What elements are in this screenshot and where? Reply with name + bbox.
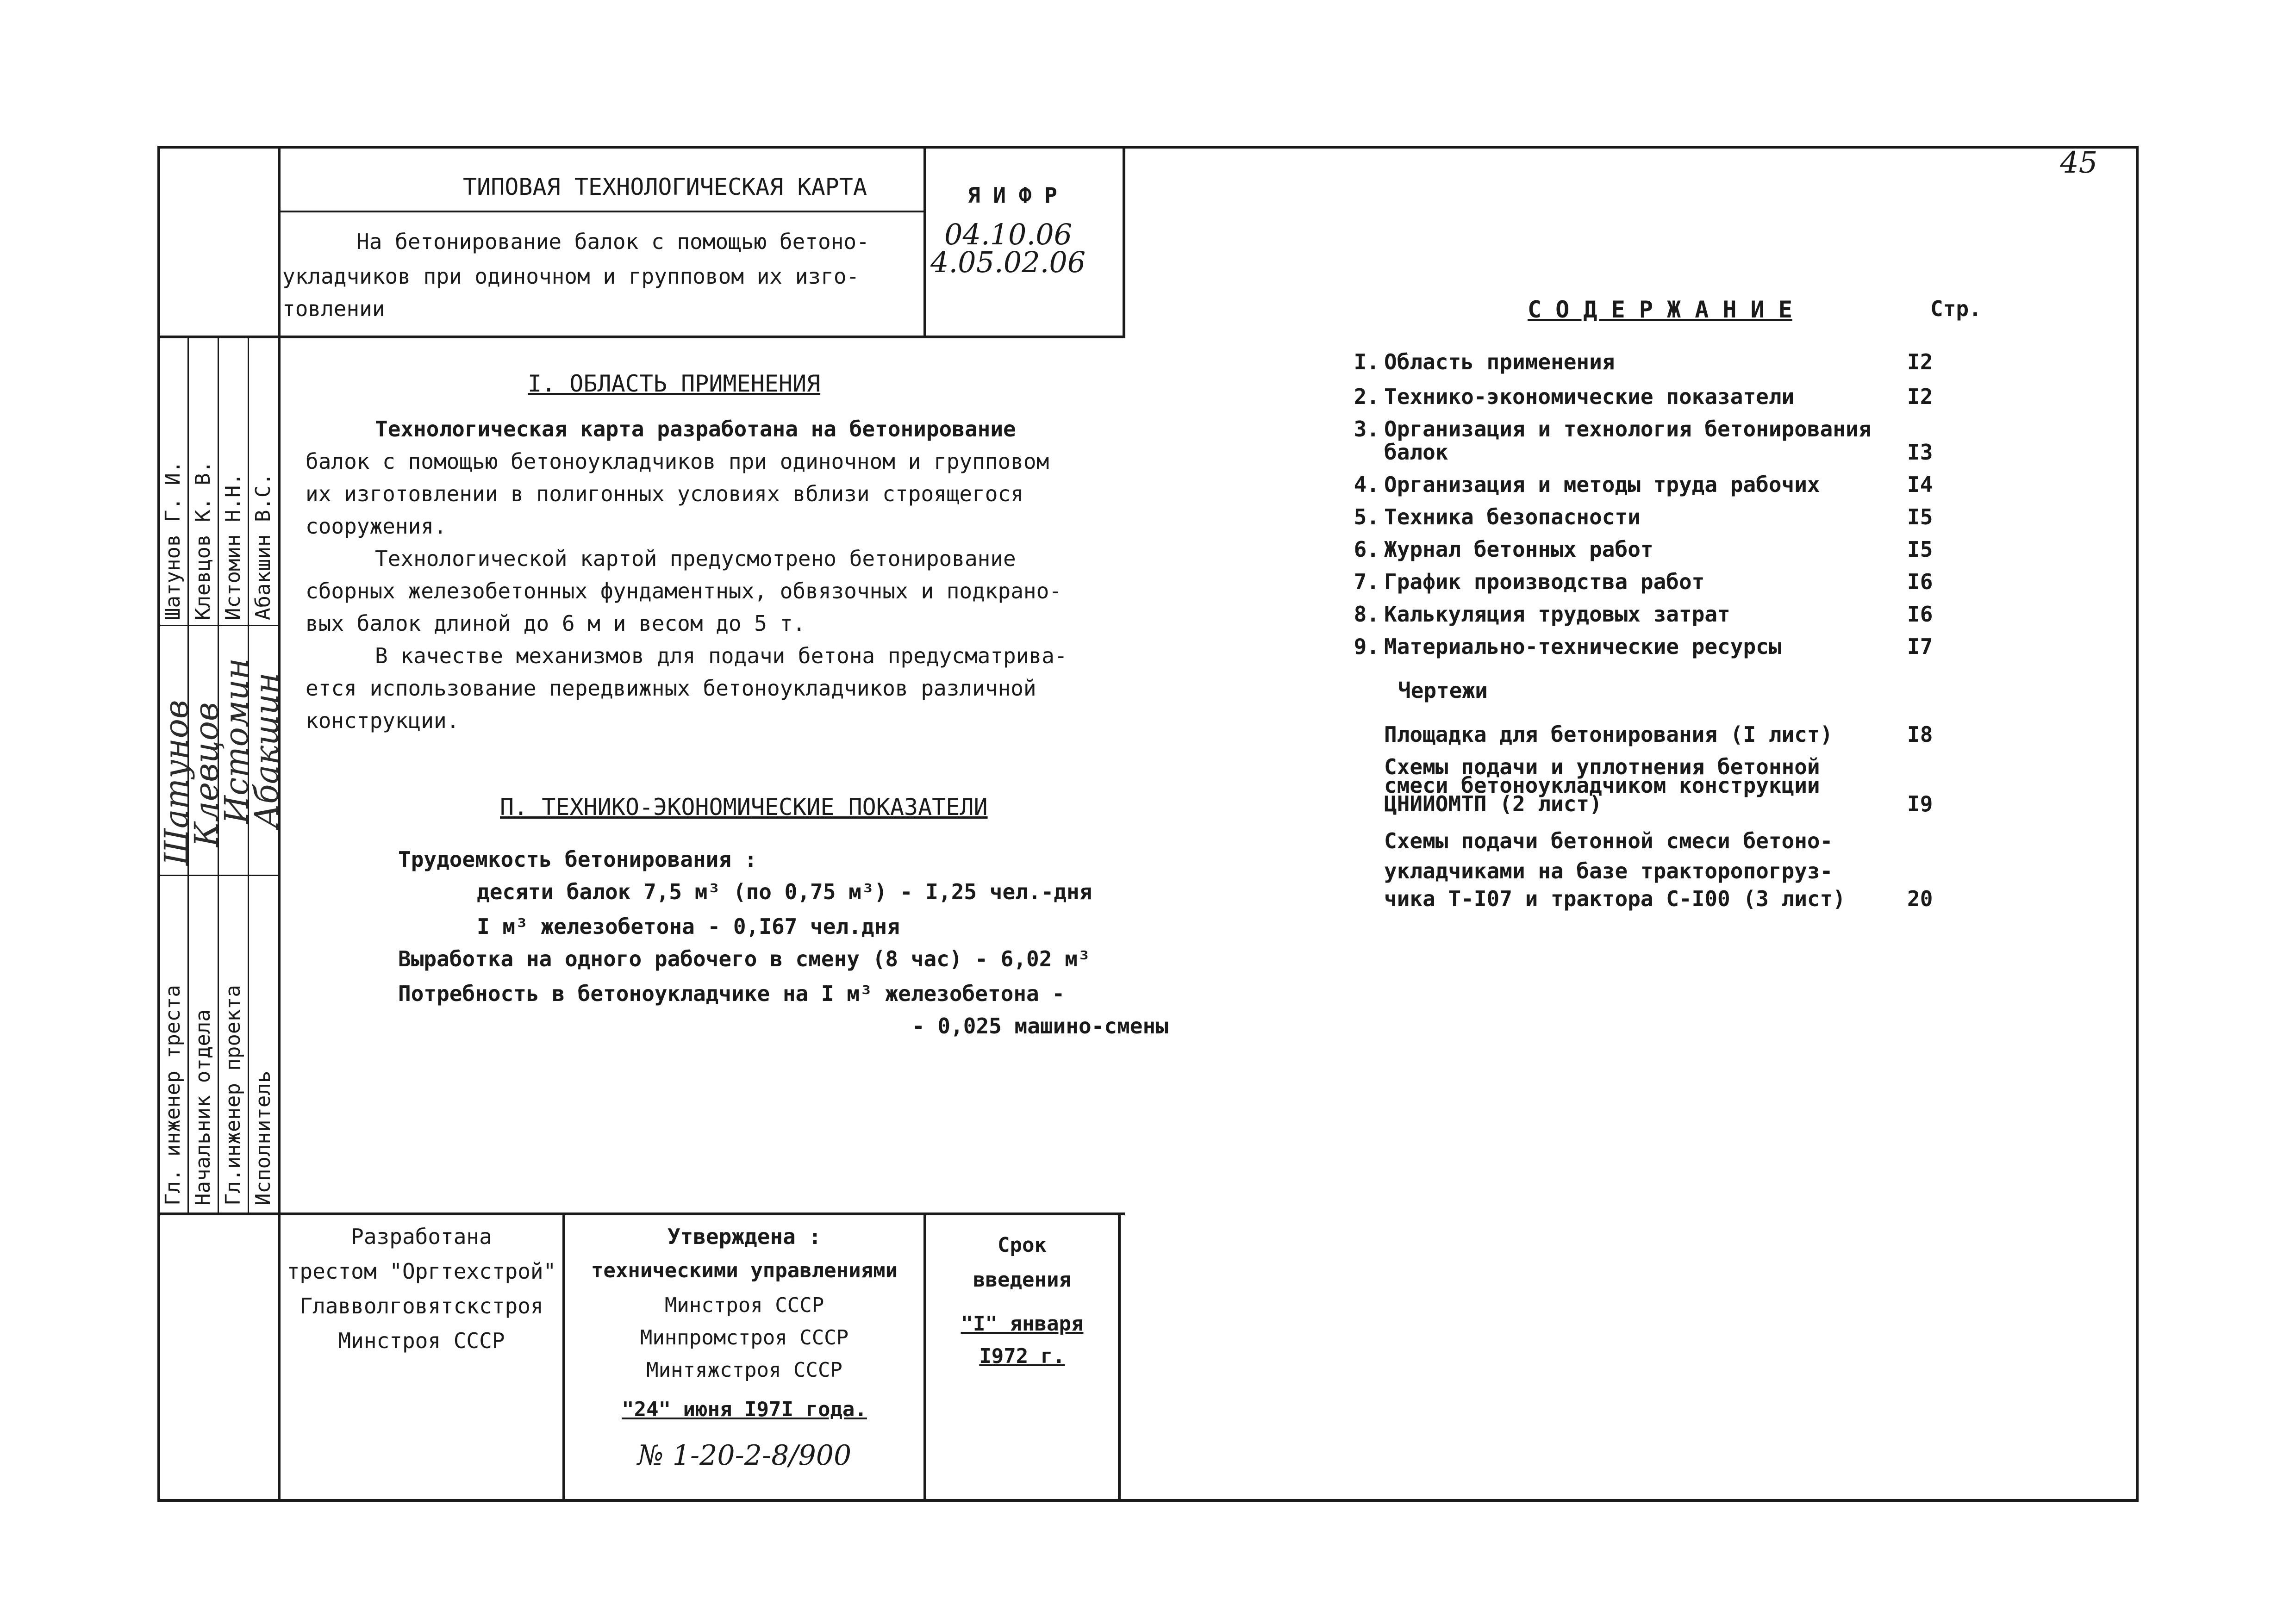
section2-line-3: I м³ железобетона - 0,I67 чел.дня bbox=[477, 914, 900, 939]
intro-date: "I" января bbox=[961, 1312, 1084, 1336]
section1-line-10: конструкции. bbox=[306, 708, 460, 733]
name-abakshin: Абакшин В.С. bbox=[251, 473, 275, 620]
toc-item-label: Организация и методы труда рабочих bbox=[1384, 472, 1820, 497]
role-executor: Исполнитель bbox=[251, 1070, 275, 1206]
approval-number: № 1-20-2-8/900 bbox=[637, 1439, 852, 1472]
role-department-head: Начальник отдела bbox=[191, 1009, 215, 1206]
subject-line-3: товлении bbox=[282, 296, 385, 321]
toc-item-number: 5. bbox=[1354, 504, 1379, 529]
section1-line-4: сооружения. bbox=[306, 514, 447, 539]
section1-line-1: Технологическая карта разработана на бетонирование bbox=[375, 417, 1016, 442]
section2-heading: П. ТЕХНИКО-ЭКОНОМИЧЕСКИЕ ПОКАЗАТЕЛИ bbox=[500, 794, 988, 821]
drawing-item-label: Схемы подачи и уплотнения бетонной bbox=[1384, 754, 1820, 779]
subject-line-1: На бетонирование балок с помощью бетоно- bbox=[356, 229, 869, 254]
document-title: ТИПОВАЯ ТЕХНОЛОГИЧЕСКАЯ КАРТА bbox=[463, 174, 867, 200]
approved-line-3: Минстроя СССР bbox=[664, 1293, 824, 1317]
section2-line-6: - 0,025 машино-смены bbox=[912, 1014, 1168, 1038]
contents-heading: С О Д Е Р Ж А Н И Е bbox=[1528, 296, 1792, 323]
toc-item-number: 8. bbox=[1354, 602, 1379, 627]
intro-line-1: Срок bbox=[998, 1233, 1047, 1257]
drawing-item-page: 20 bbox=[1907, 886, 1933, 911]
toc-item-page: I4 bbox=[1907, 472, 1933, 497]
section1-line-8: В качестве механизмов для подачи бетона предусматрива- bbox=[375, 643, 1067, 668]
side-row-line-2 bbox=[157, 875, 281, 876]
toc-item-page: I5 bbox=[1907, 504, 1933, 529]
section1-line-2: балок с помощью бетоноукладчиков при одиночном и групповом bbox=[306, 449, 1049, 474]
section1-line-7: вых балок длиной до 6 м и весом до 5 т. bbox=[306, 611, 806, 636]
toc-item-label: График производства работ bbox=[1384, 569, 1705, 594]
toc-item-number: 4. bbox=[1354, 472, 1379, 497]
section1-line-9: ется использование передвижных бетоноукладчиков различной bbox=[306, 676, 1036, 701]
header-bottom-line bbox=[278, 336, 1125, 338]
toc-item-number: I. bbox=[1354, 349, 1379, 374]
toc-item-label: Область применения bbox=[1384, 349, 1615, 374]
toc-item-label-cont: балок bbox=[1384, 440, 1448, 465]
role-chief-project-engineer: Гл.инженер проекта bbox=[221, 985, 245, 1206]
side-top-line bbox=[157, 336, 281, 338]
side-row-line-1 bbox=[157, 625, 281, 626]
developed-line-1: Разработана bbox=[351, 1224, 492, 1249]
section2-line-2: десяти балок 7,5 м³ (по 0,75 м³) - I,25 чел.-дня bbox=[477, 879, 1092, 904]
contents-page-column: Стр. bbox=[1930, 296, 1982, 321]
drawing-item-label: Схемы подачи бетонной смеси бетоно- bbox=[1384, 828, 1833, 853]
toc-item-page: I7 bbox=[1907, 634, 1933, 659]
code-label: Я И Ф Р bbox=[967, 183, 1057, 208]
toc-item-label: Материально-технические ресурсы bbox=[1384, 634, 1782, 659]
toc-item-label: Техника безопасности bbox=[1384, 504, 1641, 529]
toc-item-page: I6 bbox=[1907, 569, 1933, 594]
role-chief-engineer-trust: Гл. инженер треста bbox=[161, 985, 185, 1206]
footer-divider-3 bbox=[1118, 1213, 1121, 1502]
toc-item-page: I5 bbox=[1907, 537, 1933, 562]
section1-heading: I. ОБЛАСТЬ ПРИМЕНЕНИЯ bbox=[528, 370, 821, 397]
signature-istomin: Истомин bbox=[218, 658, 256, 824]
section2-line-4: Выработка на одного рабочего в смену (8 час) - 6,02 м³ bbox=[398, 946, 1091, 971]
section2-line-1: Трудоемкость бетонирования : bbox=[398, 847, 757, 872]
section1-line-3: их изготовлении в полигонных условиях вблизи строящегося bbox=[306, 481, 1023, 506]
toc-item-page: I6 bbox=[1907, 602, 1933, 627]
approved-line-5: Минтяжстроя СССР bbox=[646, 1358, 842, 1382]
drawing-item-label: чика Т-I07 и трактора С-I00 (3 лист) bbox=[1384, 886, 1846, 911]
drawings-heading: Чертежи bbox=[1398, 678, 1488, 703]
toc-item-number: 3. bbox=[1354, 417, 1379, 442]
toc-item-page: I3 bbox=[1907, 440, 1933, 465]
drawing-item-page: I9 bbox=[1907, 791, 1933, 816]
footer-top-line bbox=[157, 1213, 1125, 1215]
signature-klevtsov: Клевцов bbox=[187, 702, 225, 847]
toc-item-label: Калькуляция трудовых затрат bbox=[1384, 602, 1730, 627]
drawing-item-label: смеси бетоноукладчиком конструкции bbox=[1384, 773, 1820, 798]
toc-item-number: 9. bbox=[1354, 634, 1379, 659]
section2-line-5: Потребность в бетоноукладчике на I м³ железобетона - bbox=[398, 981, 1065, 1006]
toc-item-label: Технико-экономические показатели bbox=[1384, 384, 1795, 409]
code-cell-border bbox=[923, 146, 926, 338]
approved-line-4: Минпромстроя СССР bbox=[640, 1326, 849, 1349]
code-value-2: 4.05.02.06 bbox=[930, 245, 1086, 279]
toc-item-label: Организация и технология бетонирования bbox=[1384, 417, 1872, 442]
header-title-line bbox=[278, 211, 926, 212]
toc-item-number: 6. bbox=[1354, 537, 1379, 562]
toc-item-page: I2 bbox=[1907, 384, 1933, 409]
signature-shatunov: Шатунов bbox=[157, 700, 195, 865]
toc-item-page: I2 bbox=[1907, 349, 1933, 374]
subject-line-2: укладчиков при одиночном и групповом их изго- bbox=[282, 264, 860, 289]
drawing-item-label: укладчиками на базе тракторопогруз- bbox=[1384, 858, 1833, 883]
approval-date: "24" июня I97I года. bbox=[622, 1398, 867, 1421]
header-right-border bbox=[1123, 146, 1125, 338]
toc-item-number: 7. bbox=[1354, 569, 1379, 594]
intro-year: I972 г. bbox=[979, 1344, 1065, 1368]
developed-line-2: трестом "Оргтехстрой" bbox=[287, 1259, 556, 1284]
toc-item-number: 2. bbox=[1354, 384, 1379, 409]
sheet-number: 45 bbox=[2060, 146, 2098, 180]
section1-line-5: Технологической картой предусмотрено бетонирование bbox=[375, 546, 1016, 571]
name-shatunov: Шатунов Г. И. bbox=[161, 460, 185, 620]
drawing-item-label: Площадка для бетонирования (I лист) bbox=[1384, 722, 1833, 747]
toc-item-label: Журнал бетонных работ bbox=[1384, 537, 1653, 562]
developed-line-3: Главволговятскстроя bbox=[299, 1293, 543, 1318]
intro-line-2: введения bbox=[973, 1268, 1071, 1292]
name-klevtsov: Клевцов К. В. bbox=[191, 460, 215, 620]
approved-line-1: Утверждена : bbox=[667, 1224, 822, 1249]
drawing-item-page: I8 bbox=[1907, 722, 1933, 747]
drawing-item-label: ЦНИИОМТП (2 лист) bbox=[1384, 791, 1602, 816]
section1-line-6: сборных железобетонных фундаментных, обвязочных и подкрано- bbox=[306, 578, 1062, 603]
signature-abakshin: Абакшин bbox=[248, 672, 286, 828]
code-value-1: 04.10.06 bbox=[944, 218, 1073, 251]
developed-line-4: Минстроя СССР bbox=[338, 1328, 505, 1353]
name-istomin: Истомин Н.Н. bbox=[221, 473, 245, 620]
approved-line-2: техническими управлениями bbox=[591, 1259, 898, 1282]
